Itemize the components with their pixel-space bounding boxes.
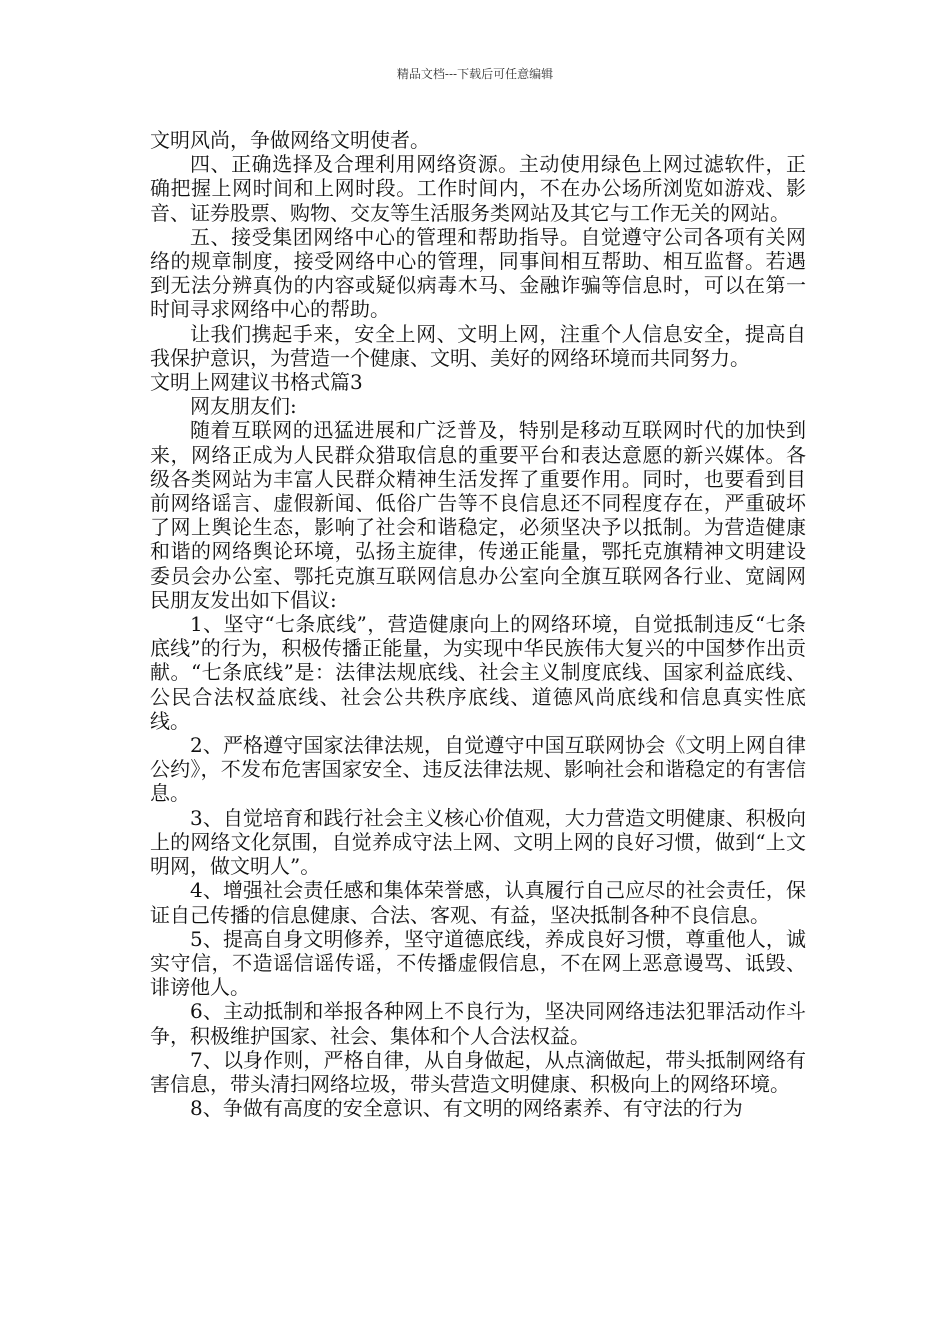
item-6: 6、主动抵制和举报各种网上不良行为，坚决同网络违法犯罪活动作斗争，积极维护国家、社会、集体和个人合法权益。 xyxy=(150,999,806,1048)
paragraph-intro: 随着互联网的迅猛进展和广泛普及，特别是移动互联网时代的加快到来，网络正成为人民群众猎取信息的重要平台和表达意愿的新兴媒体。各级各类网站为丰富人民群众精神生活发挥了重要作用。同时，也要看到目前网络谣言、虚假新闻、低俗广告等不良信息还不同程度存在，严重破坏了网上舆论生态，影响了社会和谐稳定，必须坚决予以抵制。为营造健康和谐的网络舆论环境，弘扬主旋律，传递正能量，鄂托克旗精神文明建设委员会办公室、鄂托克旗互联网信息办公室向全旗互联网各行业、宽阔网民朋友发出如下倡议: xyxy=(150,418,806,612)
paragraph-3: 五、接受集团网络中心的管理和帮助指导。自觉遵守公司各项有关网络的规章制度，接受网络中心的管理，同事间相互帮助、相互监督。若遇到无法分辨真伪的内容或疑似病毒木马、金融诈骗等信息时，可以在第一时间寻求网络中心的帮助。 xyxy=(150,224,806,322)
section-title: 文明上网建议书格式篇3 xyxy=(150,370,363,395)
item-2: 2、严格遵守国家法律法规，自觉遵守中国互联网协会《文明上网自律公约》，不发布危害国家安全、违反法律法规、影响社会和谐稳定的有害信息。 xyxy=(150,733,806,806)
document-body xyxy=(150,128,806,1120)
paragraph-2: 四、正确选择及合理利用网络资源。主动使用绿色上网过滤软件，正确把握上网时间和上网时段。工作时间内，不在办公场所浏览如游戏、影音、证券股票、购物、交友等生活服务类网站及其它与工作无关的网站。 xyxy=(150,152,806,225)
item-7: 7、以身作则，严格自律，从自身做起，从点滴做起，带头抵制网络有害信息，带头清扫网络垃圾，带头营造文明健康、积极向上的网络环境。 xyxy=(150,1047,806,1096)
salutation: 网友朋友们: xyxy=(190,394,297,419)
item-3: 3、自觉培育和践行社会主义核心价值观，大力营造文明健康、积极向上的网络文化氛围，自觉养成守法上网、文明上网的良好习惯，做到“上文明网，做文明人”。 xyxy=(150,805,806,879)
item-8: 8、争做有高度的安全意识、有文明的网络素养、有守法的行为 xyxy=(190,1096,743,1121)
item-4: 4、增强社会责任感和集体荣誉感，认真履行自己应尽的社会责任，保证自己传播的信息健康、合法、客观、有益，坚决抵制各种不良信息。 xyxy=(150,878,806,927)
item-5: 5、提高自身文明修养，坚守道德底线，养成良好习惯，尊重他人，诚实守信，不造谣信谣传谣，不传播虚假信息，不在网上恶意谩骂、诋毁、诽谤他人。 xyxy=(150,926,806,1000)
paragraph-4 xyxy=(150,322,806,395)
item-1: 1、坚守“七条底线”，营造健康向上的网络环境，自觉抵制违反“七条底线”的行为，积极传播正能量，为实现中华民族伟大复兴的中国梦作出贡献。“七条底线”是：法律法规底线、社会主义制度底线、国家利益底线、公民合法权益底线、社会公共秩序底线、道德风尚底线和信息真实性底线。 xyxy=(150,612,806,733)
paragraph-1: 文明风尚，争做网络文明使者。 xyxy=(150,128,430,152)
page-header: 精品文档---下载后可任意编辑 xyxy=(396,67,554,81)
closing-sentence: 让我们携起手来，安全上网、文明上网，注重个人信息安全，提高自我保护意识，为营造一个健康、文明、美好的网络环境而共同努力。 xyxy=(150,321,806,370)
